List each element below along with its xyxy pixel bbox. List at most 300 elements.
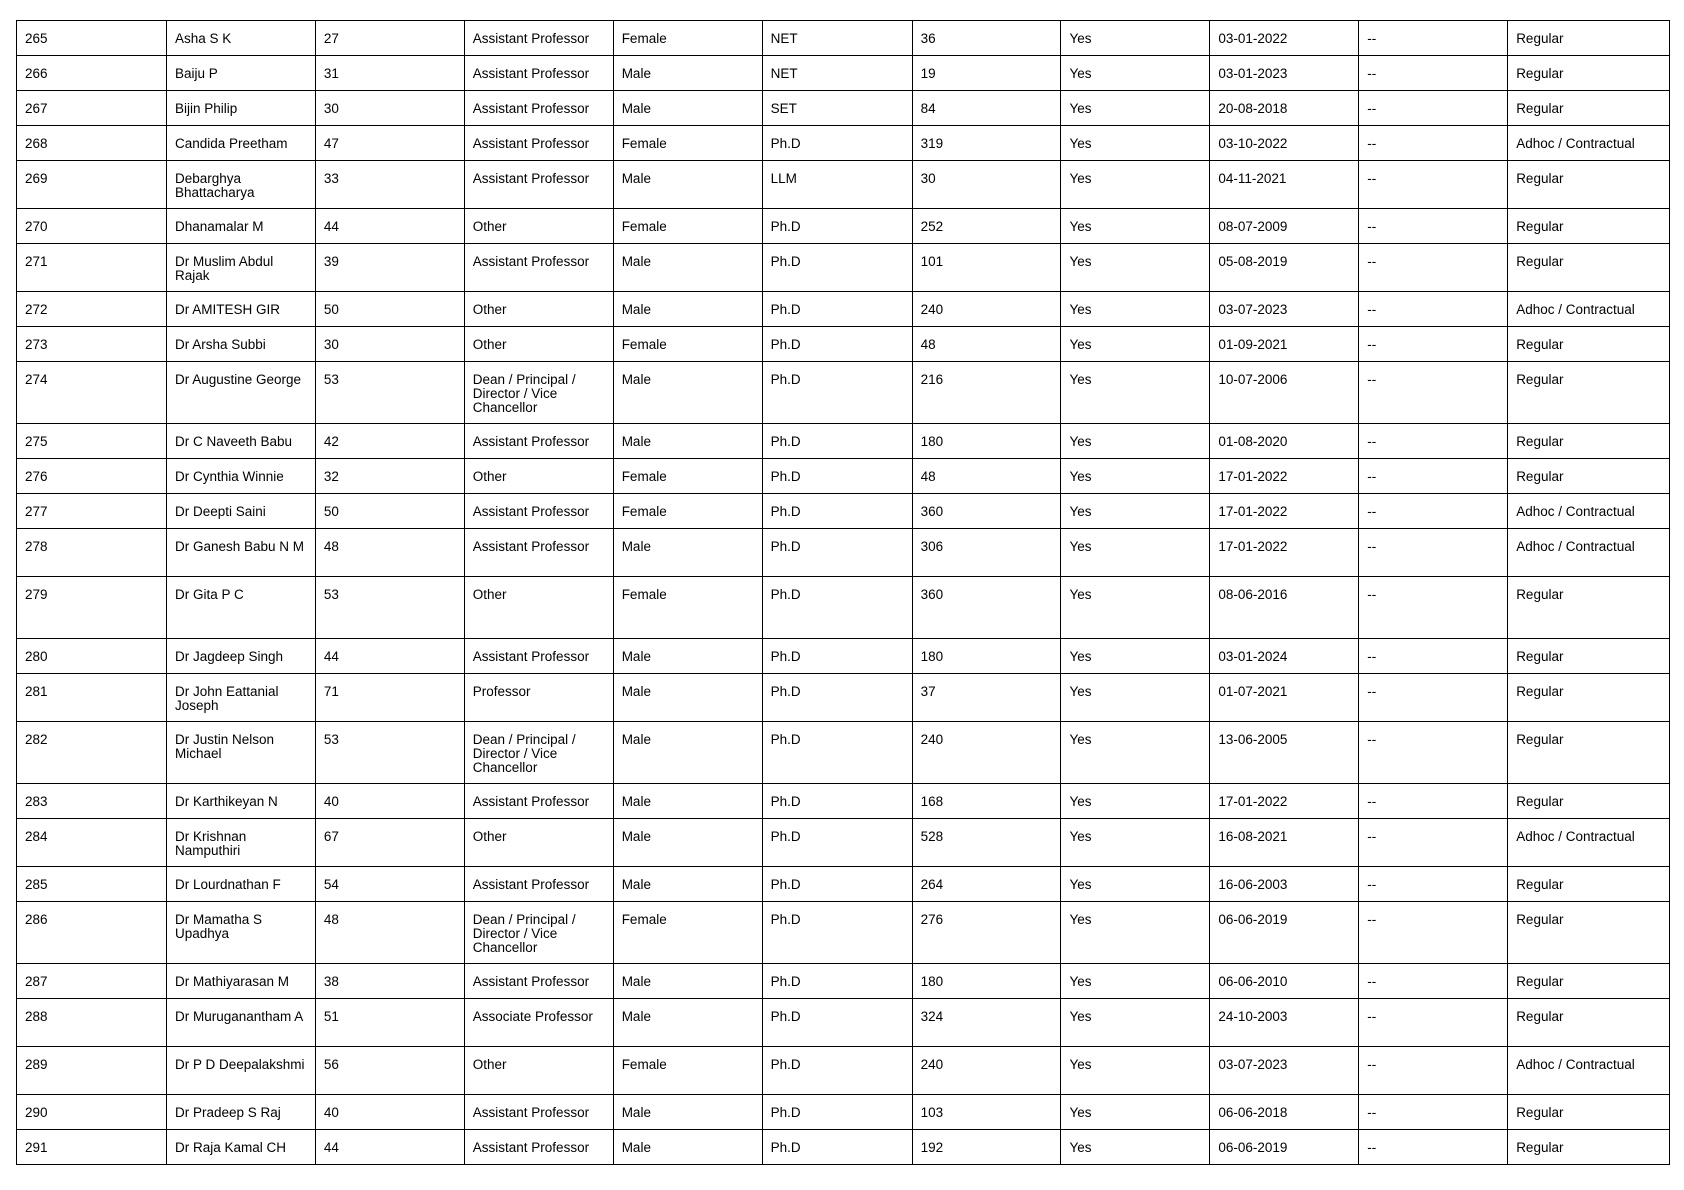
- appointment-type-cell: Adhoc / Contractual: [1508, 529, 1670, 577]
- designation-cell: Assistant Professor: [464, 91, 613, 126]
- leaving-date-cell: --: [1359, 674, 1508, 722]
- leaving-date-cell: --: [1359, 722, 1508, 784]
- joining-date-cell: 24-10-2003: [1210, 999, 1359, 1047]
- appointment-type-cell: Regular: [1508, 244, 1670, 292]
- table-row: [17, 1130, 1670, 1165]
- joining-date-cell: 01-08-2020: [1210, 424, 1359, 459]
- leaving-date-cell: --: [1359, 362, 1508, 424]
- age-cell: 30: [315, 91, 464, 126]
- experience-cell: 36: [912, 21, 1061, 56]
- gender-cell: Male: [613, 964, 762, 999]
- leaving-date-cell: --: [1359, 91, 1508, 126]
- appointment-type-cell: Adhoc / Contractual: [1508, 292, 1670, 327]
- designation-cell: Other: [464, 327, 613, 362]
- table-row: [17, 161, 1670, 209]
- age-cell: 71: [315, 674, 464, 722]
- designation-cell: Dean / Principal / Director / Vice Chancellor: [464, 902, 613, 964]
- appointment-type-cell: Regular: [1508, 639, 1670, 674]
- appointment-type-cell: Regular: [1508, 1130, 1670, 1165]
- experience-cell: 264: [912, 867, 1061, 902]
- age-cell: 53: [315, 722, 464, 784]
- appointment-type-cell: Regular: [1508, 1095, 1670, 1130]
- table-row: [17, 867, 1670, 902]
- designation-cell: Assistant Professor: [464, 639, 613, 674]
- leaving-date-cell: --: [1359, 459, 1508, 494]
- serial-number-cell: 280: [17, 639, 167, 674]
- leaving-date-cell: --: [1359, 999, 1508, 1047]
- gender-cell: Male: [613, 1130, 762, 1165]
- serial-number-cell: 284: [17, 819, 167, 867]
- gender-cell: Male: [613, 722, 762, 784]
- serial-number-cell: 290: [17, 1095, 167, 1130]
- designation-cell: Assistant Professor: [464, 529, 613, 577]
- designation-cell: Assistant Professor: [464, 1130, 613, 1165]
- joining-date-cell: 01-09-2021: [1210, 327, 1359, 362]
- gender-cell: Male: [613, 674, 762, 722]
- table-row: [17, 1047, 1670, 1095]
- experience-cell: 252: [912, 209, 1061, 244]
- gender-cell: Male: [613, 56, 762, 91]
- status-cell: Yes: [1061, 1130, 1210, 1165]
- designation-cell: Assistant Professor: [464, 867, 613, 902]
- table-row: [17, 964, 1670, 999]
- age-cell: 27: [315, 21, 464, 56]
- gender-cell: Female: [613, 126, 762, 161]
- serial-number-cell: 269: [17, 161, 167, 209]
- designation-cell: Other: [464, 1047, 613, 1095]
- joining-date-cell: 16-06-2003: [1210, 867, 1359, 902]
- designation-cell: Assistant Professor: [464, 1095, 613, 1130]
- qualification-cell: Ph.D: [762, 529, 912, 577]
- leaving-date-cell: --: [1359, 161, 1508, 209]
- leaving-date-cell: --: [1359, 21, 1508, 56]
- table-row: [17, 91, 1670, 126]
- age-cell: 67: [315, 819, 464, 867]
- experience-cell: 306: [912, 529, 1061, 577]
- appointment-type-cell: Regular: [1508, 424, 1670, 459]
- experience-cell: 240: [912, 1047, 1061, 1095]
- table-row: [17, 819, 1670, 867]
- age-cell: 40: [315, 784, 464, 819]
- table-row: [17, 327, 1670, 362]
- qualification-cell: Ph.D: [762, 999, 912, 1047]
- qualification-cell: Ph.D: [762, 1047, 912, 1095]
- name-cell: Dr Ganesh Babu N M: [166, 529, 315, 577]
- name-cell: Dr Raja Kamal CH: [166, 1130, 315, 1165]
- appointment-type-cell: Regular: [1508, 902, 1670, 964]
- experience-cell: 319: [912, 126, 1061, 161]
- qualification-cell: Ph.D: [762, 327, 912, 362]
- age-cell: 48: [315, 529, 464, 577]
- leaving-date-cell: --: [1359, 639, 1508, 674]
- age-cell: 40: [315, 1095, 464, 1130]
- table-row: [17, 209, 1670, 244]
- table-row: [17, 494, 1670, 529]
- serial-number-cell: 286: [17, 902, 167, 964]
- joining-date-cell: 04-11-2021: [1210, 161, 1359, 209]
- age-cell: 53: [315, 577, 464, 639]
- name-cell: Dr Arsha Subbi: [166, 327, 315, 362]
- serial-number-cell: 266: [17, 56, 167, 91]
- serial-number-cell: 291: [17, 1130, 167, 1165]
- name-cell: Dhanamalar M: [166, 209, 315, 244]
- serial-number-cell: 288: [17, 999, 167, 1047]
- table-row: [17, 639, 1670, 674]
- age-cell: 50: [315, 292, 464, 327]
- designation-cell: Other: [464, 819, 613, 867]
- qualification-cell: LLM: [762, 161, 912, 209]
- appointment-type-cell: Regular: [1508, 21, 1670, 56]
- status-cell: Yes: [1061, 722, 1210, 784]
- designation-cell: Dean / Principal / Director / Vice Chancellor: [464, 722, 613, 784]
- qualification-cell: Ph.D: [762, 244, 912, 292]
- age-cell: 53: [315, 362, 464, 424]
- joining-date-cell: 06-06-2019: [1210, 902, 1359, 964]
- joining-date-cell: 10-07-2006: [1210, 362, 1359, 424]
- age-cell: 39: [315, 244, 464, 292]
- age-cell: 44: [315, 639, 464, 674]
- status-cell: Yes: [1061, 56, 1210, 91]
- status-cell: Yes: [1061, 819, 1210, 867]
- age-cell: 47: [315, 126, 464, 161]
- qualification-cell: Ph.D: [762, 722, 912, 784]
- status-cell: Yes: [1061, 292, 1210, 327]
- joining-date-cell: 08-07-2009: [1210, 209, 1359, 244]
- table-row: [17, 21, 1670, 56]
- status-cell: Yes: [1061, 1047, 1210, 1095]
- gender-cell: Male: [613, 639, 762, 674]
- serial-number-cell: 271: [17, 244, 167, 292]
- appointment-type-cell: Regular: [1508, 56, 1670, 91]
- serial-number-cell: 267: [17, 91, 167, 126]
- experience-cell: 101: [912, 244, 1061, 292]
- name-cell: Dr Deepti Saini: [166, 494, 315, 529]
- status-cell: Yes: [1061, 1095, 1210, 1130]
- appointment-type-cell: Regular: [1508, 964, 1670, 999]
- qualification-cell: Ph.D: [762, 674, 912, 722]
- age-cell: 50: [315, 494, 464, 529]
- joining-date-cell: 03-01-2023: [1210, 56, 1359, 91]
- joining-date-cell: 08-06-2016: [1210, 577, 1359, 639]
- name-cell: Dr Pradeep S Raj: [166, 1095, 315, 1130]
- age-cell: 30: [315, 327, 464, 362]
- status-cell: Yes: [1061, 161, 1210, 209]
- name-cell: Dr C Naveeth Babu: [166, 424, 315, 459]
- designation-cell: Assistant Professor: [464, 494, 613, 529]
- table-row: [17, 56, 1670, 91]
- table-row: [17, 459, 1670, 494]
- qualification-cell: Ph.D: [762, 784, 912, 819]
- appointment-type-cell: Regular: [1508, 362, 1670, 424]
- designation-cell: Other: [464, 209, 613, 244]
- status-cell: Yes: [1061, 529, 1210, 577]
- joining-date-cell: 03-07-2023: [1210, 292, 1359, 327]
- age-cell: 48: [315, 902, 464, 964]
- joining-date-cell: 03-01-2024: [1210, 639, 1359, 674]
- experience-cell: 180: [912, 424, 1061, 459]
- designation-cell: Assistant Professor: [464, 126, 613, 161]
- experience-cell: 180: [912, 964, 1061, 999]
- designation-cell: Assistant Professor: [464, 56, 613, 91]
- age-cell: 44: [315, 209, 464, 244]
- table-row: [17, 722, 1670, 784]
- qualification-cell: Ph.D: [762, 459, 912, 494]
- qualification-cell: NET: [762, 21, 912, 56]
- leaving-date-cell: --: [1359, 56, 1508, 91]
- experience-cell: 528: [912, 819, 1061, 867]
- serial-number-cell: 289: [17, 1047, 167, 1095]
- table-row: [17, 999, 1670, 1047]
- joining-date-cell: 05-08-2019: [1210, 244, 1359, 292]
- designation-cell: Dean / Principal / Director / Vice Chancellor: [464, 362, 613, 424]
- table-row: [17, 577, 1670, 639]
- gender-cell: Female: [613, 902, 762, 964]
- table-body: [17, 21, 1670, 1165]
- qualification-cell: Ph.D: [762, 126, 912, 161]
- serial-number-cell: 265: [17, 21, 167, 56]
- name-cell: Dr Muruganantham A: [166, 999, 315, 1047]
- name-cell: Dr Karthikeyan N: [166, 784, 315, 819]
- gender-cell: Female: [613, 327, 762, 362]
- status-cell: Yes: [1061, 964, 1210, 999]
- qualification-cell: Ph.D: [762, 494, 912, 529]
- designation-cell: Other: [464, 292, 613, 327]
- serial-number-cell: 272: [17, 292, 167, 327]
- gender-cell: Female: [613, 577, 762, 639]
- designation-cell: Assistant Professor: [464, 784, 613, 819]
- qualification-cell: Ph.D: [762, 964, 912, 999]
- leaving-date-cell: --: [1359, 964, 1508, 999]
- status-cell: Yes: [1061, 867, 1210, 902]
- leaving-date-cell: --: [1359, 819, 1508, 867]
- name-cell: Dr AMITESH GIR: [166, 292, 315, 327]
- table-row: [17, 529, 1670, 577]
- qualification-cell: Ph.D: [762, 902, 912, 964]
- joining-date-cell: 06-06-2019: [1210, 1130, 1359, 1165]
- status-cell: Yes: [1061, 639, 1210, 674]
- status-cell: Yes: [1061, 244, 1210, 292]
- qualification-cell: Ph.D: [762, 867, 912, 902]
- qualification-cell: Ph.D: [762, 292, 912, 327]
- leaving-date-cell: --: [1359, 1130, 1508, 1165]
- gender-cell: Female: [613, 1047, 762, 1095]
- appointment-type-cell: Regular: [1508, 577, 1670, 639]
- serial-number-cell: 278: [17, 529, 167, 577]
- name-cell: Candida Preetham: [166, 126, 315, 161]
- status-cell: Yes: [1061, 902, 1210, 964]
- serial-number-cell: 275: [17, 424, 167, 459]
- leaving-date-cell: --: [1359, 494, 1508, 529]
- name-cell: Dr Mathiyarasan M: [166, 964, 315, 999]
- table-row: [17, 292, 1670, 327]
- appointment-type-cell: Regular: [1508, 327, 1670, 362]
- joining-date-cell: 17-01-2022: [1210, 459, 1359, 494]
- experience-cell: 360: [912, 577, 1061, 639]
- status-cell: Yes: [1061, 577, 1210, 639]
- serial-number-cell: 287: [17, 964, 167, 999]
- table-row: [17, 362, 1670, 424]
- status-cell: Yes: [1061, 784, 1210, 819]
- gender-cell: Male: [613, 784, 762, 819]
- serial-number-cell: 274: [17, 362, 167, 424]
- leaving-date-cell: --: [1359, 292, 1508, 327]
- experience-cell: 48: [912, 459, 1061, 494]
- gender-cell: Male: [613, 819, 762, 867]
- qualification-cell: Ph.D: [762, 1130, 912, 1165]
- experience-cell: 180: [912, 639, 1061, 674]
- faculty-table: [16, 20, 1670, 1165]
- serial-number-cell: 282: [17, 722, 167, 784]
- name-cell: Bijin Philip: [166, 91, 315, 126]
- joining-date-cell: 16-08-2021: [1210, 819, 1359, 867]
- status-cell: Yes: [1061, 424, 1210, 459]
- designation-cell: Assistant Professor: [464, 244, 613, 292]
- gender-cell: Male: [613, 91, 762, 126]
- appointment-type-cell: Adhoc / Contractual: [1508, 126, 1670, 161]
- gender-cell: Male: [613, 362, 762, 424]
- gender-cell: Female: [613, 21, 762, 56]
- status-cell: Yes: [1061, 91, 1210, 126]
- joining-date-cell: 03-07-2023: [1210, 1047, 1359, 1095]
- appointment-type-cell: Adhoc / Contractual: [1508, 494, 1670, 529]
- serial-number-cell: 276: [17, 459, 167, 494]
- qualification-cell: Ph.D: [762, 819, 912, 867]
- gender-cell: Male: [613, 529, 762, 577]
- gender-cell: Female: [613, 209, 762, 244]
- name-cell: Dr Lourdnathan F: [166, 867, 315, 902]
- qualification-cell: SET: [762, 91, 912, 126]
- leaving-date-cell: --: [1359, 126, 1508, 161]
- joining-date-cell: 17-01-2022: [1210, 494, 1359, 529]
- leaving-date-cell: --: [1359, 784, 1508, 819]
- joining-date-cell: 03-10-2022: [1210, 126, 1359, 161]
- table-row: [17, 244, 1670, 292]
- leaving-date-cell: --: [1359, 1047, 1508, 1095]
- status-cell: Yes: [1061, 209, 1210, 244]
- gender-cell: Male: [613, 424, 762, 459]
- leaving-date-cell: --: [1359, 867, 1508, 902]
- leaving-date-cell: --: [1359, 244, 1508, 292]
- age-cell: 44: [315, 1130, 464, 1165]
- appointment-type-cell: Regular: [1508, 459, 1670, 494]
- appointment-type-cell: Regular: [1508, 999, 1670, 1047]
- serial-number-cell: 273: [17, 327, 167, 362]
- name-cell: Baiju P: [166, 56, 315, 91]
- joining-date-cell: 06-06-2010: [1210, 964, 1359, 999]
- age-cell: 32: [315, 459, 464, 494]
- appointment-type-cell: Regular: [1508, 722, 1670, 784]
- experience-cell: 30: [912, 161, 1061, 209]
- name-cell: Dr Krishnan Namputhiri: [166, 819, 315, 867]
- status-cell: Yes: [1061, 362, 1210, 424]
- appointment-type-cell: Regular: [1508, 91, 1670, 126]
- experience-cell: 192: [912, 1130, 1061, 1165]
- gender-cell: Male: [613, 867, 762, 902]
- qualification-cell: Ph.D: [762, 577, 912, 639]
- designation-cell: Other: [464, 577, 613, 639]
- status-cell: Yes: [1061, 674, 1210, 722]
- experience-cell: 324: [912, 999, 1061, 1047]
- table-row: [17, 1095, 1670, 1130]
- joining-date-cell: 01-07-2021: [1210, 674, 1359, 722]
- serial-number-cell: 270: [17, 209, 167, 244]
- name-cell: Dr Jagdeep Singh: [166, 639, 315, 674]
- age-cell: 42: [315, 424, 464, 459]
- joining-date-cell: 06-06-2018: [1210, 1095, 1359, 1130]
- designation-cell: Assistant Professor: [464, 21, 613, 56]
- qualification-cell: NET: [762, 56, 912, 91]
- name-cell: Debarghya Bhattacharya: [166, 161, 315, 209]
- designation-cell: Assistant Professor: [464, 424, 613, 459]
- qualification-cell: Ph.D: [762, 362, 912, 424]
- experience-cell: 48: [912, 327, 1061, 362]
- experience-cell: 19: [912, 56, 1061, 91]
- leaving-date-cell: --: [1359, 209, 1508, 244]
- serial-number-cell: 285: [17, 867, 167, 902]
- serial-number-cell: 281: [17, 674, 167, 722]
- status-cell: Yes: [1061, 126, 1210, 161]
- joining-date-cell: 20-08-2018: [1210, 91, 1359, 126]
- experience-cell: 84: [912, 91, 1061, 126]
- status-cell: Yes: [1061, 21, 1210, 56]
- appointment-type-cell: Adhoc / Contractual: [1508, 1047, 1670, 1095]
- appointment-type-cell: Adhoc / Contractual: [1508, 819, 1670, 867]
- status-cell: Yes: [1061, 494, 1210, 529]
- leaving-date-cell: --: [1359, 327, 1508, 362]
- qualification-cell: Ph.D: [762, 209, 912, 244]
- leaving-date-cell: --: [1359, 424, 1508, 459]
- appointment-type-cell: Regular: [1508, 161, 1670, 209]
- appointment-type-cell: Regular: [1508, 209, 1670, 244]
- name-cell: Dr Gita P C: [166, 577, 315, 639]
- status-cell: Yes: [1061, 459, 1210, 494]
- gender-cell: Female: [613, 459, 762, 494]
- serial-number-cell: 277: [17, 494, 167, 529]
- serial-number-cell: 283: [17, 784, 167, 819]
- experience-cell: 240: [912, 722, 1061, 784]
- leaving-date-cell: --: [1359, 1095, 1508, 1130]
- experience-cell: 276: [912, 902, 1061, 964]
- designation-cell: Other: [464, 459, 613, 494]
- name-cell: Dr Cynthia Winnie: [166, 459, 315, 494]
- experience-cell: 103: [912, 1095, 1061, 1130]
- appointment-type-cell: Regular: [1508, 867, 1670, 902]
- leaving-date-cell: --: [1359, 902, 1508, 964]
- age-cell: 38: [315, 964, 464, 999]
- age-cell: 31: [315, 56, 464, 91]
- name-cell: Dr P D Deepalakshmi: [166, 1047, 315, 1095]
- designation-cell: Professor: [464, 674, 613, 722]
- gender-cell: Male: [613, 999, 762, 1047]
- designation-cell: Assistant Professor: [464, 161, 613, 209]
- serial-number-cell: 279: [17, 577, 167, 639]
- status-cell: Yes: [1061, 327, 1210, 362]
- joining-date-cell: 03-01-2022: [1210, 21, 1359, 56]
- gender-cell: Male: [613, 161, 762, 209]
- age-cell: 51: [315, 999, 464, 1047]
- serial-number-cell: 268: [17, 126, 167, 161]
- experience-cell: 240: [912, 292, 1061, 327]
- joining-date-cell: 13-06-2005: [1210, 722, 1359, 784]
- qualification-cell: Ph.D: [762, 639, 912, 674]
- leaving-date-cell: --: [1359, 577, 1508, 639]
- qualification-cell: Ph.D: [762, 1095, 912, 1130]
- table-row: [17, 902, 1670, 964]
- experience-cell: 216: [912, 362, 1061, 424]
- table-row: [17, 784, 1670, 819]
- table-row: [17, 126, 1670, 161]
- name-cell: Dr Mamatha S Upadhya: [166, 902, 315, 964]
